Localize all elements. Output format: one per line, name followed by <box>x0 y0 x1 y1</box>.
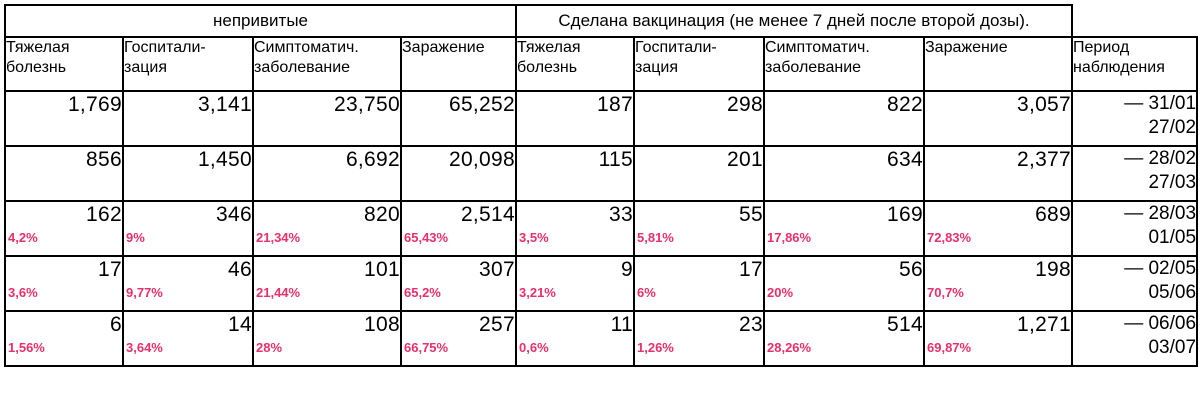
cell-value: 169 <box>887 203 923 226</box>
cell-percent: 3,5% <box>519 230 549 245</box>
cell-percent: 65,2% <box>404 285 441 300</box>
column-header-unvacc-infection <box>401 37 516 91</box>
cell-value: 3,141 <box>197 93 252 116</box>
period-start: — 28/02 <box>1124 148 1197 169</box>
column-header-unvacc-severe <box>5 37 123 91</box>
cell-vacc-infection <box>924 256 1072 311</box>
column-header-line2: заболевание <box>765 59 862 76</box>
cell-unvacc-severe <box>5 201 123 256</box>
cell-percent <box>254 173 400 174</box>
column-header-line2: зация <box>124 59 167 76</box>
cell-value: 822 <box>887 93 923 116</box>
column-header-unvacc-hospitalization <box>123 37 253 91</box>
column-header-line1: Период <box>1073 39 1130 56</box>
cell-value: 820 <box>364 203 400 226</box>
cell-value: 56 <box>899 258 923 281</box>
cell-value: 307 <box>479 258 515 281</box>
column-header-observation-period <box>1072 37 1197 91</box>
cell-percent: 9% <box>126 230 145 245</box>
cell-percent <box>635 173 763 174</box>
cell-percent: 21,44% <box>256 285 301 300</box>
cell-percent: 3,21% <box>519 285 556 300</box>
cell-vacc-hospitalization <box>634 201 764 256</box>
cell-value: 17 <box>739 258 763 281</box>
cell-percent <box>124 173 252 174</box>
period-start: — 31/01 <box>1124 93 1197 114</box>
cell-value: 689 <box>1035 203 1072 226</box>
cell-percent: 20% <box>767 285 794 300</box>
cell-unvacc-infection <box>401 256 516 311</box>
cell-unvacc-infection <box>401 311 516 366</box>
column-header-line1: Симптоматич. <box>254 39 359 56</box>
cell-unvacc-infection <box>401 146 516 201</box>
cell-vacc-symptomatic <box>764 311 924 366</box>
cell-vacc-severe <box>516 256 634 311</box>
cell-percent: 3,64% <box>126 340 163 355</box>
cell-percent <box>402 118 515 119</box>
cell-unvacc-symptomatic <box>253 201 401 256</box>
column-header-vacc-infection <box>924 37 1072 91</box>
column-header-row <box>5 37 1197 91</box>
cell-value: 46 <box>228 258 252 281</box>
cell-vacc-severe <box>516 311 634 366</box>
cell-percent <box>6 173 122 174</box>
cell-percent: 3,6% <box>8 285 38 300</box>
column-header-vacc-severe <box>516 37 634 91</box>
cell-unvacc-symptomatic <box>253 256 401 311</box>
cell-value: 101 <box>364 258 400 281</box>
cell-value: 3,057 <box>1016 93 1072 116</box>
column-header-line2: зация <box>635 59 678 76</box>
cell-percent <box>124 118 252 119</box>
column-header-line1: Тяжелая <box>6 39 70 56</box>
column-header-line1: Госпитали- <box>635 39 717 56</box>
cell-value: 11 <box>610 313 633 336</box>
cell-vacc-symptomatic <box>764 91 924 146</box>
cell-value: 20,098 <box>448 148 515 171</box>
cell-percent <box>765 173 923 174</box>
cell-unvacc-infection <box>401 201 516 256</box>
cell-unvacc-severe <box>5 256 123 311</box>
group-header-empty <box>1072 5 1197 37</box>
cell-vacc-hospitalization <box>634 91 764 146</box>
cell-percent: 1,56% <box>8 340 45 355</box>
cell-value: 1,271 <box>1016 313 1072 336</box>
cell-value: 65,252 <box>448 93 515 116</box>
table-row <box>5 91 1197 146</box>
column-header-vacc-symptomatic <box>764 37 924 91</box>
cell-value: 2,377 <box>1016 148 1072 171</box>
cell-unvacc-hospitalization <box>123 256 253 311</box>
period-start: — 02/05 <box>1124 258 1197 279</box>
period-start: — 06/06 <box>1124 313 1197 334</box>
column-header-unvacc-symptomatic <box>253 37 401 91</box>
column-header-line2: болезнь <box>6 59 67 76</box>
cell-percent: 4,2% <box>8 230 38 245</box>
cell-percent <box>254 118 400 119</box>
cell-percent: 66,75% <box>404 340 449 355</box>
cell-percent: 9,77% <box>126 285 163 300</box>
cell-vacc-severe <box>516 91 634 146</box>
column-header-line2: болезнь <box>517 59 578 76</box>
cell-vacc-hospitalization <box>634 311 764 366</box>
cell-value: 201 <box>727 148 763 171</box>
column-header-line1: Госпитали- <box>124 39 206 56</box>
cell-percent: 72,83% <box>927 230 972 245</box>
period-end: 27/02 <box>1148 117 1197 138</box>
cell-observation-period <box>1072 201 1197 256</box>
cell-unvacc-infection <box>401 91 516 146</box>
column-header-line2: заболевание <box>254 59 351 76</box>
cell-value: 33 <box>609 203 633 226</box>
group-header-vaccinated: Сделана вакцинация (не менее 7 дней после второй дозы). <box>516 5 1072 37</box>
column-header-line1: Симптоматич. <box>765 39 870 56</box>
cell-unvacc-hospitalization <box>123 201 253 256</box>
cell-value: 634 <box>887 148 923 171</box>
column-header-line1: Тяжелая <box>517 39 581 56</box>
cell-value: 162 <box>86 203 122 226</box>
cell-unvacc-symptomatic <box>253 311 401 366</box>
cell-unvacc-severe <box>5 146 123 201</box>
cell-value: 1,450 <box>197 148 252 171</box>
period-end: 27/03 <box>1148 172 1197 193</box>
cell-value: 187 <box>597 93 633 116</box>
cell-percent: 28,26% <box>767 340 812 355</box>
cell-percent <box>765 118 923 119</box>
cell-vacc-symptomatic <box>764 146 924 201</box>
cell-value: 2,514 <box>460 203 515 226</box>
cell-vacc-symptomatic <box>764 256 924 311</box>
column-header-line1: Заражение <box>925 39 1008 56</box>
column-header-line1: Заражение <box>402 39 485 56</box>
group-header-unvaccinated: непривитые <box>5 5 516 37</box>
column-header-vacc-hospitalization <box>634 37 764 91</box>
cell-vacc-symptomatic <box>764 201 924 256</box>
cell-vacc-infection <box>924 201 1072 256</box>
vaccination-statistics-table <box>4 4 1198 367</box>
table-row <box>5 311 1197 366</box>
cell-percent: 21,34% <box>256 230 301 245</box>
cell-percent <box>517 118 633 119</box>
cell-observation-period <box>1072 256 1197 311</box>
cell-percent <box>402 173 515 174</box>
cell-observation-period <box>1072 146 1197 201</box>
table-row <box>5 256 1197 311</box>
cell-percent <box>925 118 1071 119</box>
cell-vacc-severe <box>516 146 634 201</box>
cell-percent: 5,81% <box>637 230 674 245</box>
cell-value: 346 <box>216 203 252 226</box>
cell-unvacc-hospitalization <box>123 146 253 201</box>
cell-percent: 1,26% <box>637 340 674 355</box>
cell-percent: 17,86% <box>767 230 812 245</box>
cell-vacc-infection <box>924 311 1072 366</box>
cell-value: 108 <box>364 313 400 336</box>
cell-value: 514 <box>887 313 923 336</box>
cell-value: 115 <box>598 148 633 171</box>
cell-value: 17 <box>98 258 122 281</box>
cell-percent: 70,7% <box>927 285 964 300</box>
cell-percent <box>635 118 763 119</box>
cell-percent: 69,87% <box>927 340 972 355</box>
period-end: 01/05 <box>1148 227 1197 248</box>
table-row <box>5 201 1197 256</box>
cell-value: 23 <box>739 313 763 336</box>
cell-value: 6 <box>110 313 122 336</box>
cell-unvacc-severe <box>5 311 123 366</box>
cell-unvacc-severe <box>5 91 123 146</box>
cell-unvacc-symptomatic <box>253 146 401 201</box>
column-header-line2: наблюдения <box>1073 59 1165 76</box>
period-end: 03/07 <box>1148 337 1197 358</box>
group-header-row <box>5 5 1197 37</box>
cell-value: 55 <box>739 203 763 226</box>
cell-unvacc-symptomatic <box>253 91 401 146</box>
cell-percent: 0,6% <box>519 340 549 355</box>
cell-vacc-infection <box>924 146 1072 201</box>
cell-value: 1,769 <box>67 93 122 116</box>
table-row <box>5 146 1197 201</box>
cell-vacc-infection <box>924 91 1072 146</box>
cell-value: 23,750 <box>333 93 400 116</box>
period-start: — 28/03 <box>1124 203 1197 224</box>
cell-percent <box>6 118 122 119</box>
cell-observation-period <box>1072 311 1197 366</box>
cell-value: 198 <box>1035 258 1072 281</box>
cell-value: 856 <box>86 148 122 171</box>
cell-observation-period <box>1072 91 1197 146</box>
cell-value: 298 <box>727 93 763 116</box>
cell-unvacc-hospitalization <box>123 91 253 146</box>
cell-value: 9 <box>621 258 633 281</box>
period-end: 05/06 <box>1148 282 1197 303</box>
cell-vacc-hospitalization <box>634 256 764 311</box>
cell-value: 257 <box>479 313 515 336</box>
cell-unvacc-hospitalization <box>123 311 253 366</box>
cell-percent <box>517 173 633 174</box>
cell-percent: 6% <box>637 285 656 300</box>
cell-value: 6,692 <box>345 148 400 171</box>
cell-vacc-severe <box>516 201 634 256</box>
cell-vacc-hospitalization <box>634 146 764 201</box>
cell-value: 14 <box>228 313 252 336</box>
cell-percent <box>925 173 1071 174</box>
cell-percent: 28% <box>256 340 283 355</box>
cell-percent: 65,43% <box>404 230 449 245</box>
